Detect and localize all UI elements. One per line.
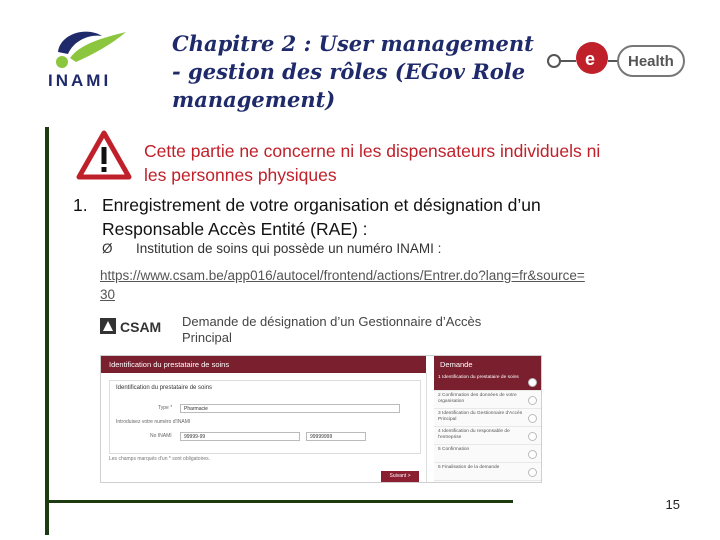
title-line-3: management) [172,87,336,112]
step-label: 3 Identification du Gestionnaire d'Accès Principal [438,411,523,422]
csam-title-line-1: Demande de désignation d’un Gestionnaire d’Accès [182,314,482,329]
csam-logo-text: CSAM [120,319,162,335]
step-item[interactable] [434,463,541,481]
arrow-bullet-icon: Ø [102,241,113,256]
warning-line-1: Cette partie ne concerne ni les dispensateurs individuels ni [144,141,601,161]
steps-title: Demande [434,356,541,373]
ehealth-logo-text: Health [628,53,674,70]
sub-item-text: Institution de soins qui possède un numéro INAMI : [136,241,442,256]
step-label: 5 Confirmation [438,447,470,452]
step-label: 1 Identification du prestataire de soins [438,375,519,380]
form-fieldset [109,380,421,454]
next-button[interactable]: Suivant > [381,471,419,482]
inami-logo [40,22,150,92]
inami-confirm-input[interactable] [306,432,366,441]
title-line-2: - gestion des rôles (EGov Role [172,59,526,84]
csam-link-line-1[interactable]: https://www.csam.be/app016/autocel/frontend/actions/Entrer.do?lang=fr&source= [100,268,585,283]
step-label: 2 Confirmation des données de votre organisation [438,393,517,404]
page-number: 15 [665,497,680,512]
type-select[interactable] [180,404,400,413]
step-status-icon [528,450,537,459]
step-item[interactable] [434,409,541,427]
left-frame-line [45,127,49,535]
csam-request-title [182,314,522,346]
steps-list [434,373,541,482]
step-item[interactable] [434,373,541,391]
warning-line-2: les personnes physiques [144,165,337,185]
step-label: 4 Identification du responsable de l'entreprise [438,429,510,440]
title-line-1: Chapitre 2 : User management [172,31,534,56]
step-status-icon [528,432,537,441]
form-panel [101,373,427,482]
csam-title-line-2: Principal [182,330,232,345]
ehealth-logo [546,38,688,84]
step-status-icon [528,396,537,405]
inami-input-value-2: 99999999 [310,434,333,440]
bottom-frame-line [45,500,513,503]
type-label: Type * [158,405,173,411]
step-status-icon [528,378,537,387]
type-select-value: Pharmacie [184,406,208,412]
step-status-icon [528,468,537,477]
list-item-number: 1. [73,195,88,215]
list-item-line-1: Enregistrement de votre organisation et désignation d’un [102,195,541,215]
list-item-line-2: Responsable Accès Entité (RAE) : [102,219,368,239]
step-item[interactable] [434,391,541,409]
warning-triangle-icon [76,130,132,180]
step-label: 6 Finalisation de la demande [438,465,500,470]
step-status-icon [528,414,537,423]
step-item[interactable] [434,445,541,463]
warning-text [144,139,704,187]
csam-logo [100,316,180,336]
form-panel-title: Identification du prestataire de soins [101,356,426,373]
csam-link-line-2[interactable]: 30 [100,287,116,302]
form-screenshot [100,355,542,483]
inami-input-value-1: 99999-99 [184,434,206,440]
fieldset-title: Identification du prestataire de soins [116,385,213,391]
inami-logo-text: INAMI [48,71,112,90]
slide-title [172,30,552,114]
inami-input[interactable] [180,432,300,441]
step-item[interactable] [434,427,541,445]
required-fields-note: Les champs marqués d'un * sont obligatoires. [109,456,211,462]
csam-link[interactable] [100,266,690,304]
ehealth-logo-e: e [585,49,596,69]
inami-label: No INAMI [150,433,172,439]
inami-intro-label: Introduisez votre numéro d'INAMI [116,419,191,425]
